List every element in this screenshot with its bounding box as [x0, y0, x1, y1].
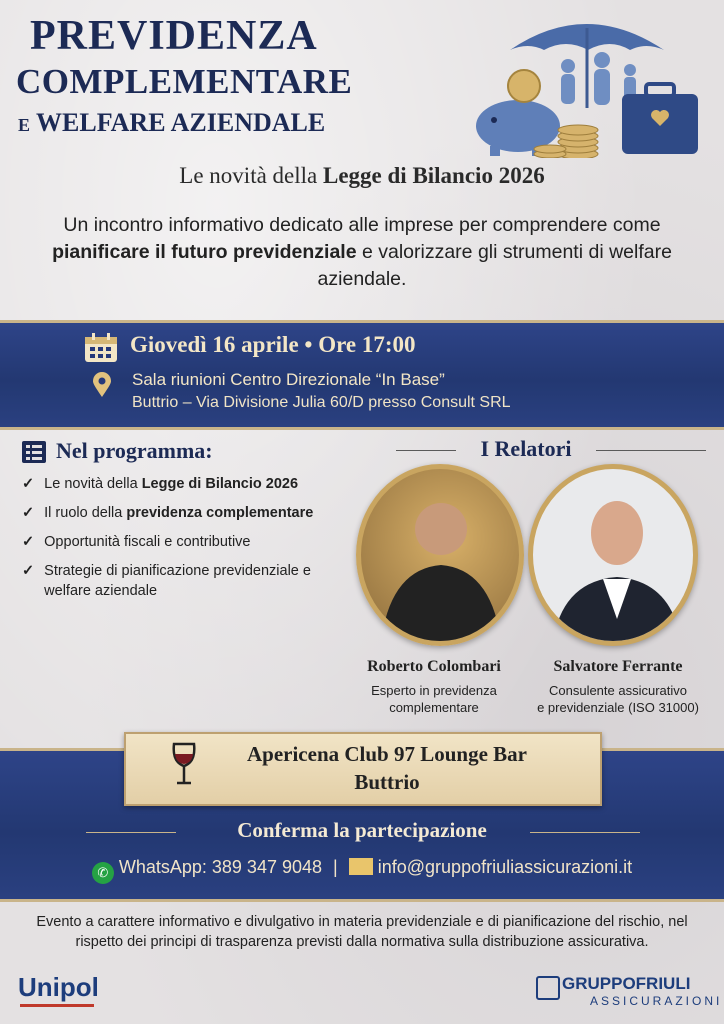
- title-line2: COMPLEMENTARE: [16, 62, 353, 101]
- program-item: ✓ Opportunità fiscali e contributive: [22, 534, 251, 550]
- speaker-name: Roberto Colombari: [367, 658, 501, 675]
- separator: |: [333, 857, 338, 877]
- speaker-photo-roberto-colombari: [356, 464, 524, 646]
- gruppofriuli-logo-mark: [536, 976, 560, 1000]
- program-item: ✓ Il ruolo della previdenza complementare: [22, 505, 314, 521]
- checkmark-icon: ✓: [22, 505, 35, 521]
- intro-part2: e valorizzare gli strumenti di welfare aziendale.: [317, 241, 672, 290]
- title-line3: [18, 108, 325, 138]
- checkmark-icon: ✓: [22, 476, 35, 492]
- gruppofriuli-logo-sub: ASSICURAZIONI: [590, 994, 723, 1008]
- event-location-line1: Sala riunioni Centro Direzionale “In Base”: [132, 370, 445, 389]
- footer-disclaimer: Evento a carattere informativo e divulgativo in materia previdenziale e di pianificazione del rischio, nel rispetto dei principi di trasparenza previsti dalla normativa sulla distribuzione assicurativa.: [36, 914, 688, 950]
- speaker-photo-salvatore-ferrante: [528, 464, 698, 646]
- intro-part1: Un incontro informativo dedicato alle imprese per comprendere come: [63, 214, 661, 236]
- checkmark-icon: ✓: [22, 563, 35, 579]
- subtitle: [0, 163, 724, 189]
- contact-row: [0, 857, 724, 884]
- checkmark-icon: ✓: [22, 534, 35, 550]
- list-icon: [22, 441, 46, 463]
- umbrella-family-icon: [470, 8, 702, 158]
- email-link[interactable]: info@gruppofriuliassicurazioni.it: [377, 857, 633, 877]
- unipol-logo: Unipol: [18, 972, 99, 1002]
- unipol-logo-underline: [20, 1004, 94, 1007]
- gruppofriuli-logo: GRUPPOFRIULI: [562, 974, 691, 993]
- whatsapp-icon[interactable]: ✆: [92, 862, 114, 884]
- title-line3-text: WELFARE AZIENDALE: [36, 108, 326, 137]
- program-list: [22, 474, 352, 610]
- program-item: ✓ Le novità della Legge di Bilancio 2026: [22, 476, 299, 492]
- coin-icon: [508, 70, 540, 102]
- speaker-role: Esperto in previdenza complementare: [371, 683, 497, 715]
- subtitle-prefix: Le novità della: [179, 163, 323, 188]
- program-title: Nel programma:: [56, 438, 213, 463]
- apericena-text: Apericena Club 97 Lounge Bar Buttrio: [246, 742, 527, 794]
- program-item: ✓ Strategie di pianificazione previdenziale e welfare aziendale: [22, 563, 311, 599]
- speakers-title: I Relatori: [480, 436, 572, 461]
- speaker-role: Consulente assicurativo e previdenziale (ISO 31000): [537, 683, 699, 715]
- whatsapp-number[interactable]: WhatsApp: 389 347 9048: [118, 857, 323, 877]
- speaker-name: Salvatore Ferrante: [553, 658, 683, 675]
- calendar-icon: [84, 333, 118, 363]
- subtitle-bold: Legge di Bilancio 2026: [323, 163, 545, 188]
- mail-icon[interactable]: [349, 858, 373, 875]
- location-pin-icon: [92, 372, 112, 398]
- event-date: Giovedì 16 aprile • Ore 17:00: [130, 332, 416, 357]
- intro-text: [20, 212, 704, 293]
- title-line1: PREVIDENZA: [30, 13, 318, 59]
- event-location-line2: Buttrio – Via Divisione Julia 60/D presso Consult SRL: [132, 394, 511, 411]
- briefcase-icon: [622, 84, 698, 154]
- intro-bold: pianificare il futuro previdenziale: [52, 241, 357, 263]
- title-line3-prefix: E: [18, 115, 31, 135]
- confirm-title: Conferma la partecipazione: [237, 818, 487, 842]
